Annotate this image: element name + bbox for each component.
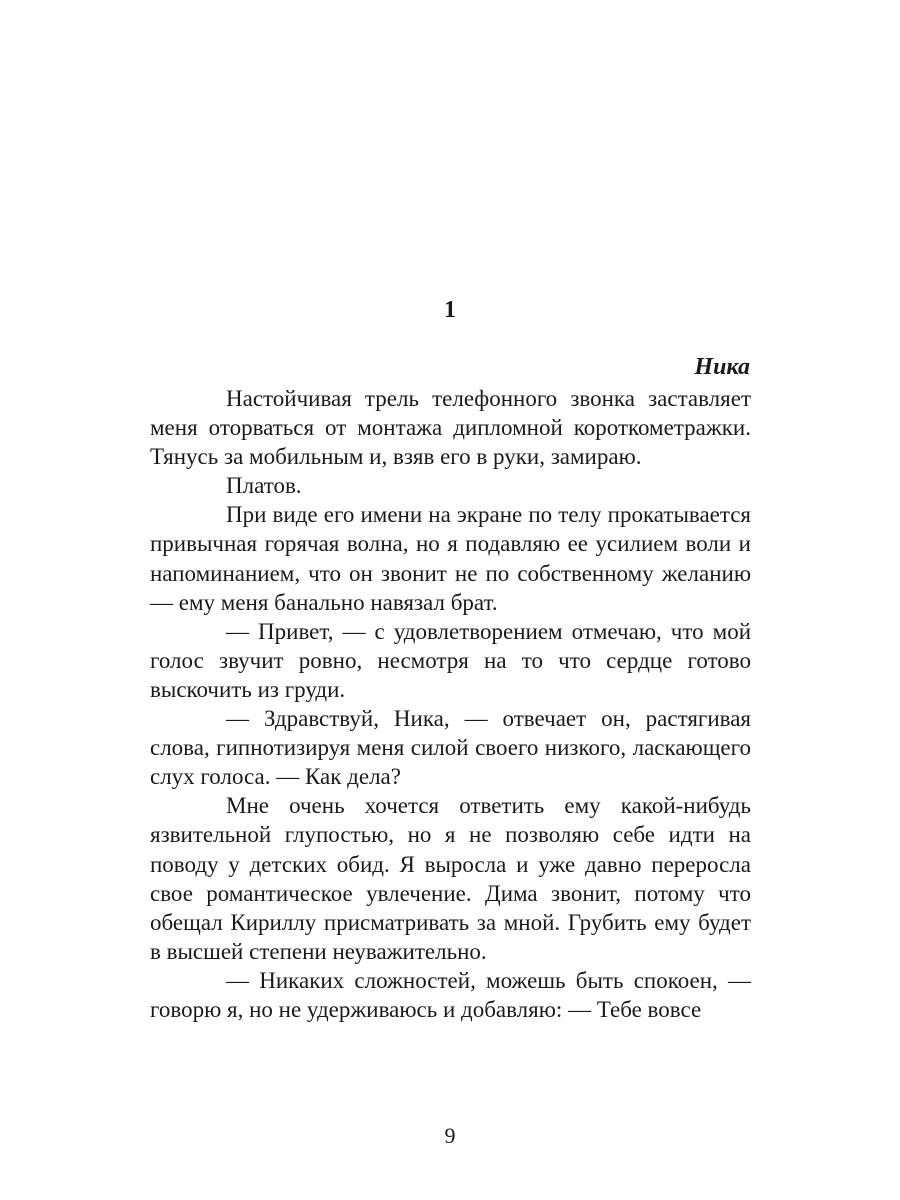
body-text [150, 384, 751, 1024]
paragraph: — Здравствуй, Ника, — отвечает он, растягивая слова, гипнотизируя меня силой своего низкого, ласкающего слух голоса. — Как дела? [150, 706, 751, 790]
paragraph: Мне очень хочется ответить ему какой-нибудь язвительной глупостью, но я не позволяю себе идти на поводу у детских обид. Я выросла и уже давно переросла свое романтическое увлечение. Дима звонит, потому что обещал Кириллу присматривать за мной. Грубить ему будет в высшей степени неуважительно. [150, 793, 751, 964]
paragraph: Платов. [226, 473, 302, 499]
page-number: 9 [444, 1123, 456, 1148]
paragraph: При виде его имени на экране по телу прокатывается привычная горячая волна, но я подавляю ее усилием воли и напоминанием, что он звонит не по собственному желанию — ему меня банально навязал брат. [150, 502, 751, 615]
paragraph: Настойчивая трель телефонного звонка заставляет меня оторваться от монтажа дипломной короткометражки. Тянусь за мобильным и, взяв его в руки, замираю. [150, 386, 751, 470]
paragraph: — Привет, — с удовлетворением отмечаю, что мой голос звучит ровно, несмотря на то что сердце готово выскочить из груди. [150, 618, 751, 702]
chapter-pov-name: Ника [694, 354, 750, 380]
paragraph: — Никаких сложностей, можешь быть спокоен, — говорю я, но не удерживаюсь и добавляю: — Тебе вовсе [150, 967, 751, 1022]
chapter-number: 1 [444, 297, 456, 323]
